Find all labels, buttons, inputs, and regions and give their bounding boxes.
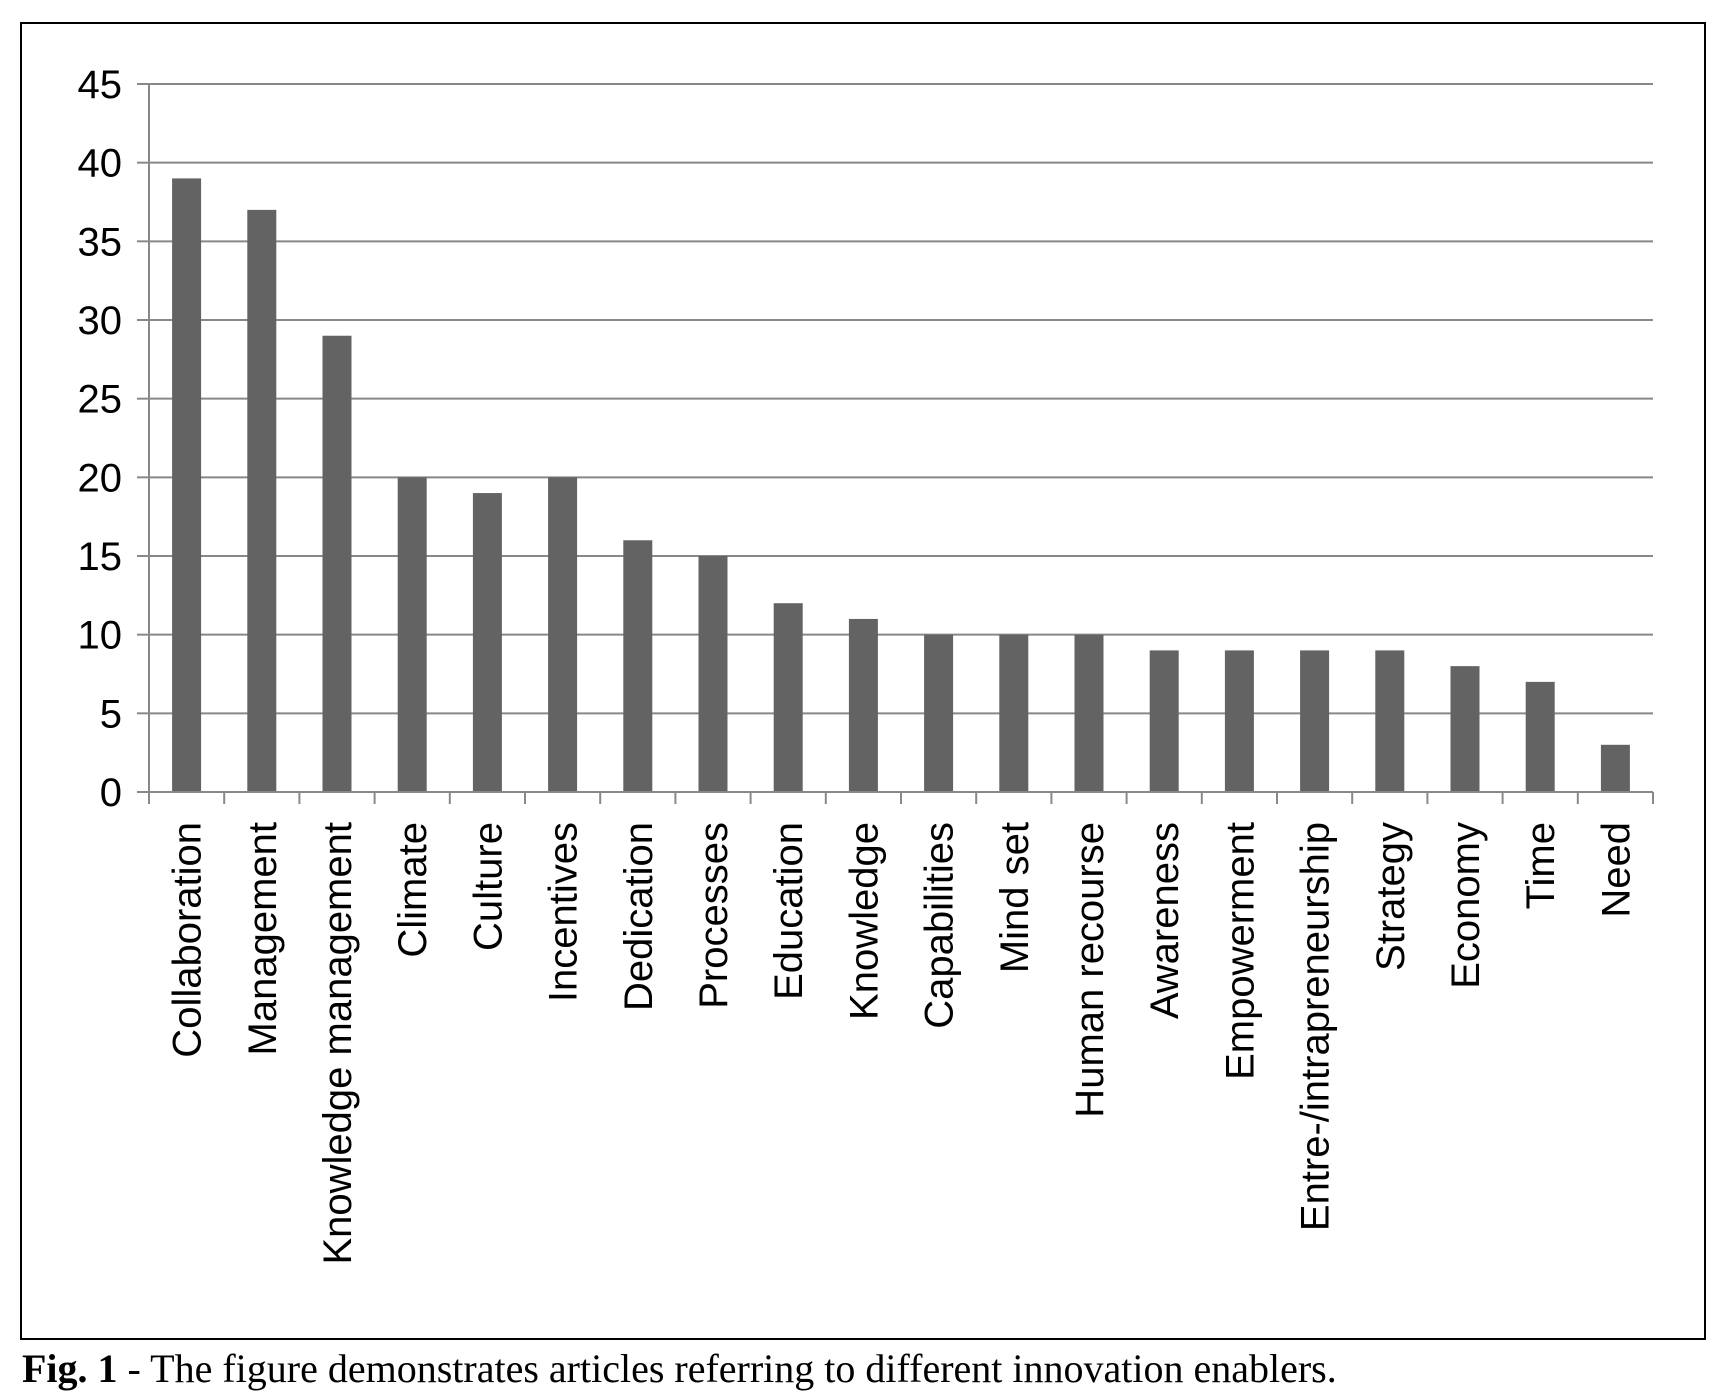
chart-frame (20, 22, 1706, 1340)
x-category-label: Processes (692, 822, 736, 1009)
y-tick-label: 5 (99, 692, 122, 737)
x-category-label: Strategy (1368, 822, 1413, 971)
x-category-label: Knowledge management (316, 822, 360, 1265)
figure-caption (22, 1345, 1712, 1392)
caption-text: The figure demonstrates articles referring to different innovation enablers. (150, 1346, 1337, 1391)
bar (623, 540, 652, 792)
y-tick-label: 20 (77, 456, 122, 501)
x-category-label: Empowerment (1218, 822, 1263, 1080)
bar (774, 603, 803, 792)
bar (247, 210, 276, 792)
x-category-label: Education (767, 822, 812, 1000)
y-tick-label: 10 (77, 613, 122, 658)
x-category-label: Dedication (616, 822, 661, 1012)
y-tick-labels (78, 63, 123, 815)
y-tick-label: 0 (99, 771, 122, 815)
x-category-label: Human recourse (1068, 822, 1112, 1118)
x-category-label: Time (1519, 822, 1564, 910)
x-category-label: Economy (1444, 822, 1488, 989)
bar (1300, 650, 1329, 792)
bar (548, 477, 577, 792)
x-category-label: Incentives (541, 822, 586, 1003)
figure-number: Fig. 1 (22, 1346, 118, 1391)
axes (137, 84, 1653, 804)
bar (924, 635, 953, 792)
y-tick-label: 25 (77, 377, 122, 422)
x-category-label: Climate (391, 822, 436, 958)
bar (699, 556, 728, 792)
x-category-label: Capabilities (917, 822, 962, 1029)
x-category-label: Mind set (992, 822, 1037, 974)
y-tick-label: 30 (77, 299, 122, 343)
caption-separator: - (117, 1346, 151, 1391)
bar (1375, 650, 1404, 792)
bars (172, 178, 1630, 792)
bar (1225, 650, 1254, 792)
y-tick-label: 15 (77, 535, 122, 579)
x-category-labels (166, 822, 1639, 1265)
bar (398, 477, 427, 792)
x-category-label: Awareness (1143, 822, 1188, 1020)
x-category-label: Management (240, 822, 285, 1056)
y-tick-label: 35 (77, 220, 122, 265)
bar (1601, 745, 1630, 792)
y-tick-label: 40 (77, 141, 122, 186)
x-category-label: Entre-/intrapreneurship (1293, 822, 1338, 1232)
bar-chart (22, 24, 1704, 1338)
bar (1075, 635, 1104, 792)
x-category-label: Knowledge (842, 822, 887, 1020)
bar (473, 493, 502, 792)
bar (323, 336, 352, 792)
bar (849, 619, 878, 792)
bar (1526, 682, 1555, 792)
bar (172, 178, 201, 792)
x-category-label: Need (1594, 822, 1639, 918)
y-tick-label: 45 (77, 63, 122, 107)
bar (1451, 666, 1480, 792)
x-category-label: Collaboration (165, 822, 210, 1058)
bar (999, 635, 1028, 792)
x-category-label: Culture (466, 822, 511, 951)
bar (1150, 650, 1179, 792)
gridlines (149, 84, 1653, 713)
